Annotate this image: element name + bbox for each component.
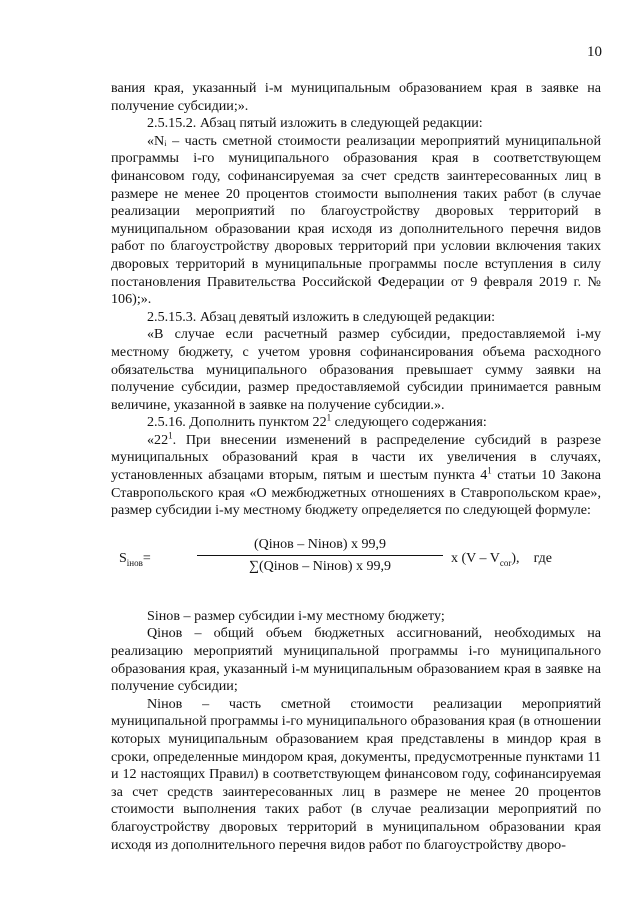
formula-denominator: ∑(Qiнов – Niнов) x 99,9 bbox=[248, 559, 391, 575]
formula-fraction bbox=[197, 536, 443, 576]
definition-paragraph: Qiнов – общий объем бюджетных ассигнований, необходимых на реализацию мероприятий муниципальной программы i-го муниципального образования края, указанный i-м муниципальным образованием края в заявке на получение субсидии; bbox=[111, 625, 601, 695]
paragraph: вания края, указанный i-м муниципальным образованием края в заявке на получение субсидии;». bbox=[111, 80, 601, 114]
definition-paragraph: Niнов – часть сметной стоимости реализации мероприятий муниципальной программы i-го муниципального образования края (в отношении которых муниципальным образованием края представлены в миндор края в сроки, определенные миндором края, документы, предусмотренные пунктами 11 и 12 настоящих Правил) в соответствующем финансовом году, софинансируемая за счет средств заинтересованных лиц в размере не менее 20 процентов стоимости выполнения таких работ (в случае реализации мероприятий по благоустройству дворовых территорий в муниципальном образовании края исходя из дополнительного перечня видов работ по благоустройству дворо- bbox=[111, 695, 601, 853]
formula-where: где bbox=[533, 550, 552, 566]
formula-numerator: (Qiнов – Niнов) x 99,9 bbox=[197, 536, 443, 557]
paragraphs-before bbox=[111, 80, 601, 414]
point-2-5-16: 2.5.16. Дополнить пунктом $22^1$ следующего содержания: bbox=[147, 412, 487, 431]
subsidy-formula bbox=[111, 530, 601, 590]
paragraph: 2.5.15.2. Абзац пятый изложить в следующей редакции: bbox=[147, 115, 483, 132]
paragraph: «Nᵢ – часть сметной стоимости реализации мероприятий муниципальной программы i-го муниципального образования края в соответствующем финансовом году, софинансируемая за счет средств заинтересованных лиц в размере не менее 20 процентов стоимости выполнения таких работ (в случае реализации мероприятий по благоустройству дворовых территорий в муниципальном образовании края исходя из дополнительного перечня видов работ по благоустройству дворовых территорий при условии включения таких дворовых территорий в муниципальные программы после вступления в силу постановления Правительства Российской Федерации от 9 февраля 2019 г. № 106);». bbox=[111, 132, 601, 308]
definition-paragraph: Siнов – размер субсидии i-му местному бюджету; bbox=[147, 607, 445, 624]
point-22-1: «$22^1$. При внесении изменений в распределение субсидий в разрезе муниципальных образований края в части их увеличения в случаях, установленных абзацами вторым, пятым и шестым пункта $4^1$ статьи 10 Закона Ставропольского края «О межбюджетных отношениях в Ставропольском крае», размер субсидии i-му местному бюджету определяется по следующей формуле: bbox=[111, 430, 602, 519]
paragraph: 2.5.15.3. Абзац девятый изложить в следующей редакции: bbox=[147, 308, 496, 325]
formula-lhs: $S_{iнов}=$ bbox=[119, 550, 151, 568]
definitions bbox=[111, 608, 601, 854]
formula-rhs: x $(V - V_{cor})$, где bbox=[451, 550, 552, 568]
page-number: 10 bbox=[587, 44, 602, 60]
document-body bbox=[111, 80, 601, 854]
paragraph: «В случае если расчетный размер субсидии, предоставляемой i-му местному бюджету, с учетом уровня софинансирования объема расходного обязательства муниципального образования превышает сумму заявки на получение субсидии, размер предоставляемой субсидии принимается равным величине, указанной в заявке на получение субсидии.». bbox=[111, 326, 601, 413]
